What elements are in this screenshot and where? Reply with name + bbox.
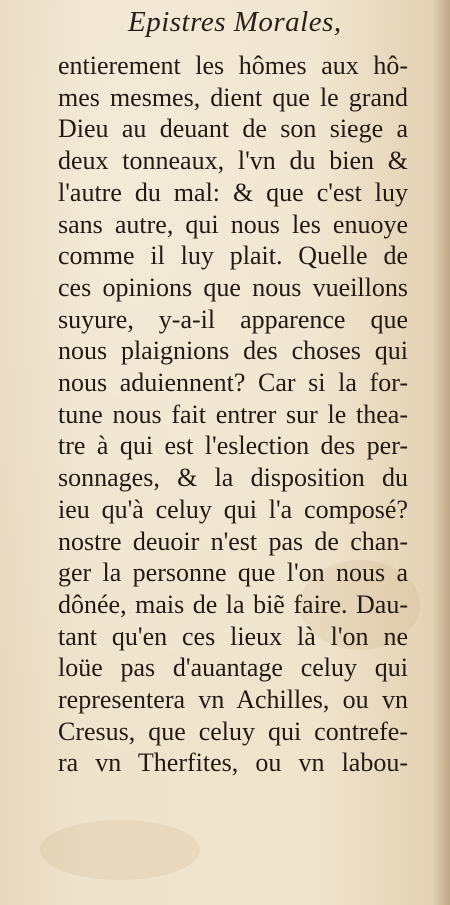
text-line: ra vn Therfites, ou vn labou- bbox=[58, 748, 408, 778]
running-head: Epistres Morales, bbox=[128, 6, 342, 38]
text-line: suyure, y-a-il apparence que bbox=[58, 304, 408, 334]
text-line: deux tonneaux, l'vn du bien & bbox=[58, 146, 408, 176]
page-text-block bbox=[58, 50, 408, 779]
text-line: nous aduiennent? Car si la for- bbox=[58, 368, 408, 398]
text-line: tant qu'en ces lieux là l'on ne bbox=[58, 621, 408, 651]
text-line: loüe pas d'auantage celuy qui bbox=[58, 653, 408, 683]
text-line: l'autre du mal: & que c'est luy bbox=[58, 177, 408, 207]
text-line: mes mesmes, dient que le grand bbox=[58, 82, 408, 112]
text-line: entierement les hômes aux hô- bbox=[58, 51, 408, 80]
text-line: representera vn Achilles, ou vn bbox=[58, 685, 408, 715]
text-line: nostre deuoir n'est pas de chan- bbox=[58, 526, 408, 556]
page-gutter-shadow bbox=[432, 0, 450, 905]
text-line: ces opinions que nous vueillons bbox=[58, 272, 408, 302]
text-line: sonnages, & la disposition du bbox=[58, 463, 408, 493]
text-line: dônée, mais de la biẽ faire. Dau- bbox=[58, 589, 408, 619]
blank-page-margin bbox=[0, 805, 450, 905]
text-line: Dieu au deuant de son siege a bbox=[58, 114, 408, 144]
text-line: ieu qu'à celuy qui l'a composé? bbox=[58, 494, 408, 524]
text-line: nous plaignions des choses qui bbox=[58, 336, 408, 366]
text-line: sans autre, qui nous les enuoye bbox=[58, 209, 408, 239]
text-line: tre à qui est l'eslection des per- bbox=[58, 431, 408, 461]
text-line: comme il luy plait. Quelle de bbox=[58, 241, 408, 271]
text-line: tune nous fait entrer sur le thea- bbox=[58, 399, 408, 429]
text-line: ger la personne que l'on nous a bbox=[58, 558, 408, 588]
text-line: Cresus, que celuy qui contrefe- bbox=[58, 716, 408, 746]
